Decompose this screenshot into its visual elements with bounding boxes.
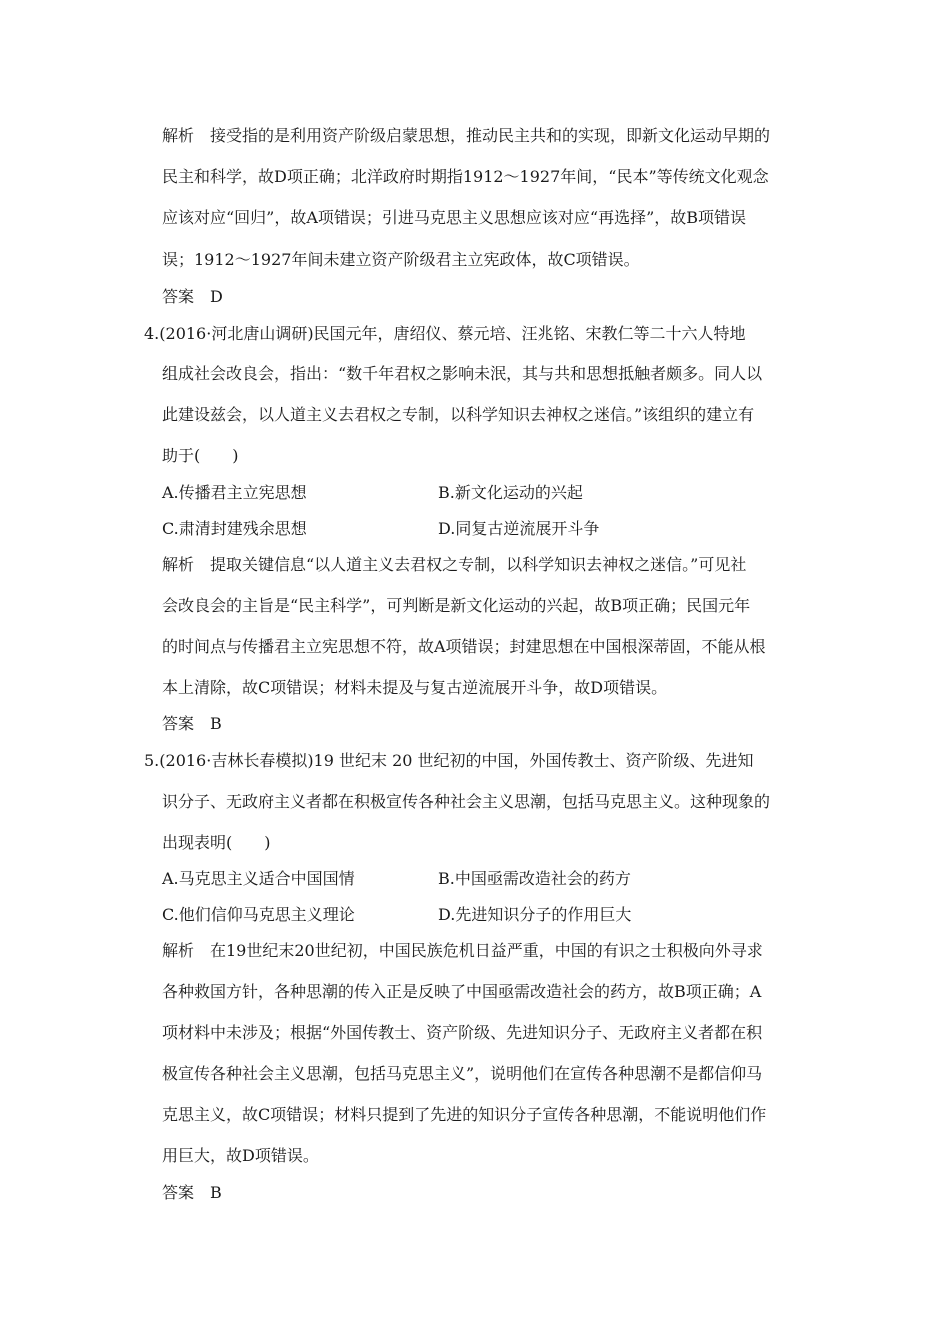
q5-answer: 答案 B	[162, 1183, 222, 1202]
q5-option-c: C.他们信仰马克思主义理论	[162, 905, 355, 924]
q4-answer: 答案 B	[162, 714, 222, 733]
q5-analysis-line-3: 项材料中未涉及；根据“外国传教士、资产阶级、先进知识分子、无政府主义者都在积	[162, 1023, 763, 1042]
q4-option-d: D.同复古逆流展开斗争	[438, 519, 600, 538]
q5-analysis-line-4: 极宣传各种社会主义思潮，包括马克思主义”，说明他们在宣传各种思潮不是都信仰马	[162, 1064, 763, 1083]
q3-analysis-line-1: 解析 接受指的是利用资产阶级启蒙思想，推动民主共和的实现，即新文化运动早期的	[162, 126, 771, 145]
q5-analysis-line-2: 各种救国方针，各种思潮的传入正是反映了中国亟需改造社会的药方，故B项正确；A	[162, 982, 762, 1001]
q3-analysis-line-4: 误；1912～1927年间未建立资产阶级君主立宪政体，故C项错误。	[162, 250, 640, 269]
q5-option-a: A.马克思主义适合中国国情	[162, 869, 355, 888]
q3-analysis-line-3: 应该对应“回归”，故A项错误；引进马克思主义思想应该对应“再选择”，故B项错误	[162, 208, 747, 227]
q3-answer: 答案 D	[162, 287, 223, 306]
q5-stem-line-3: 出现表明( )	[162, 833, 271, 852]
q5-analysis-line-1: 解析 在19世纪末20世纪初，中国民族危机日益严重，中国的有识之士积极向外寻求	[162, 941, 763, 960]
q4-option-b: B.新文化运动的兴起	[438, 483, 583, 502]
q4-stem-line-4: 助于( )	[162, 446, 239, 465]
q5-stem-line-1: 5.(2016·吉林长春模拟)19 世纪末 20 世纪初的中国，外国传教士、资产阶级、先进知	[144, 751, 754, 770]
q4-option-a: A.传播君主立宪思想	[162, 483, 307, 502]
q4-analysis-line-4: 本上清除，故C项错误；材料未提及与复古逆流展开斗争，故D项错误。	[162, 678, 668, 697]
q5-stem-line-2: 识分子、无政府主义者都在积极宣传各种社会主义思潮，包括马克思主义。这种现象的	[162, 792, 771, 811]
q4-option-c: C.肃清封建残余思想	[162, 519, 307, 538]
q5-option-b: B.中国亟需改造社会的药方	[438, 869, 631, 888]
q3-analysis-line-2: 民主和科学，故D项正确；北洋政府时期指1912～1927年间，“民本”等传统文化观念	[162, 167, 769, 186]
q4-analysis-line-3: 的时间点与传播君主立宪思想不符，故A项错误；封建思想在中国根深蒂固，不能从根	[162, 637, 766, 656]
q5-analysis-line-6: 用巨大，故D项错误。	[162, 1146, 319, 1165]
q4-stem-line-1: 4.(2016·河北唐山调研)民国元年，唐绍仪、蔡元培、汪兆铭、宋教仁等二十六人特地	[144, 324, 746, 343]
q4-stem-line-2: 组成社会改良会，指出：“数千年君权之影响未泯，其与共和思想抵触者颇多。同人以	[162, 364, 763, 383]
q4-stem-line-3: 此建设兹会，以人道主义去君权之专制，以科学知识去神权之迷信。”该组织的建立有	[162, 405, 755, 424]
q4-analysis-line-1: 解析 提取关键信息“以人道主义去君权之专制，以科学知识去神权之迷信。”可见社	[162, 555, 747, 574]
q4-analysis-line-2: 会改良会的主旨是“民主科学”，可判断是新文化运动的兴起，故B项正确；民国元年	[162, 596, 751, 615]
q5-analysis-line-5: 克思主义，故C项错误；材料只提到了先进的知识分子宣传各种思潮，不能说明他们作	[162, 1105, 767, 1124]
q5-option-d: D.先进知识分子的作用巨大	[438, 905, 632, 924]
